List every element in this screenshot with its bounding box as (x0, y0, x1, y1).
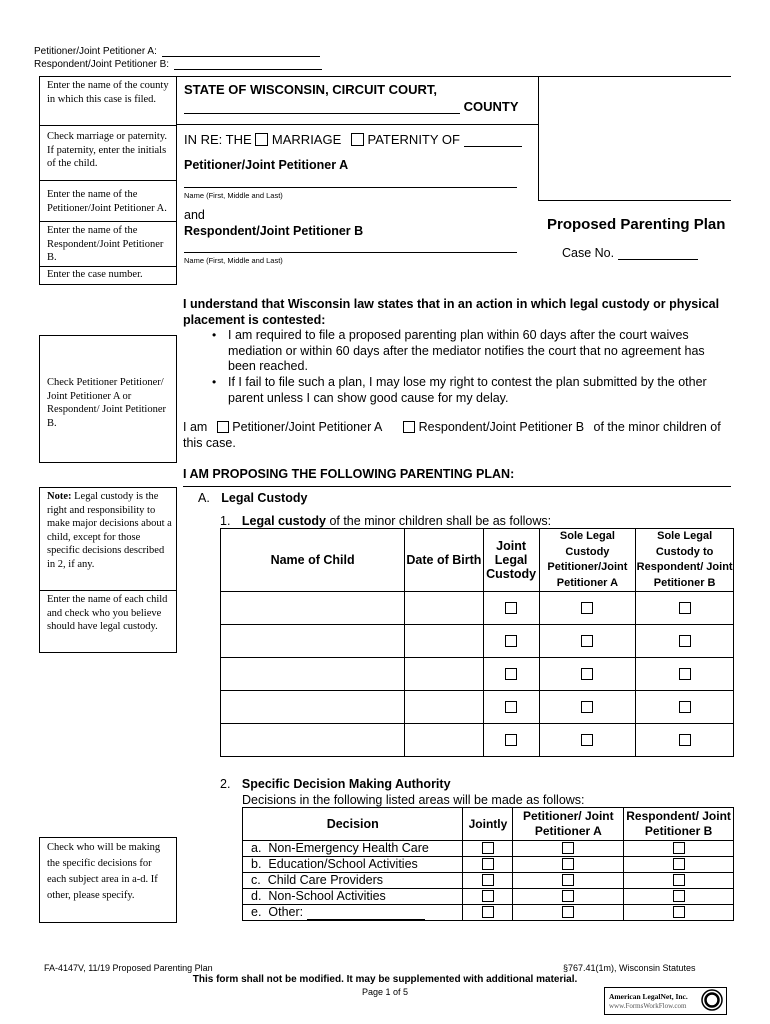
sole-petitioner-checkbox[interactable] (581, 734, 593, 746)
respondent-header (34, 59, 322, 70)
party-petitioner-checkbox[interactable] (217, 421, 229, 433)
table-row (243, 841, 734, 857)
form-title: Proposed Parenting Plan (547, 216, 726, 233)
table-row (221, 625, 734, 658)
sole-petitioner-checkbox[interactable] (581, 602, 593, 614)
child-name-cell[interactable] (221, 691, 405, 724)
sole-respondent-checkbox[interactable] (679, 668, 691, 680)
item-2-subtitle: Decisions in the following listed areas will be made as follows: (242, 793, 585, 807)
respondent-decision-checkbox[interactable] (673, 842, 685, 854)
petitioner-instruction: Enter the name of the Petitioner/Joint Petitioner A. (47, 189, 167, 214)
item-2-number: 2. (220, 777, 231, 791)
and-label: and (184, 208, 205, 222)
publisher-name: American LegalNet, Inc. (609, 992, 688, 1001)
table-row (243, 873, 734, 889)
item-1-heading (220, 514, 551, 528)
sole-respondent-checkbox[interactable] (679, 734, 691, 746)
party-respondent-checkbox[interactable] (403, 421, 415, 433)
intro-statement: I understand that Wisconsin law states that in an action in which legal custody or physical placement is contested: (183, 297, 720, 327)
party-petitioner-label: Petitioner/Joint Petitioner A (232, 420, 382, 434)
col-petitioner: Petitioner/ Joint Petitioner A (513, 808, 624, 841)
respondent-decision-checkbox[interactable] (673, 906, 685, 918)
bullet-icon: • (212, 375, 217, 389)
marriage-checkbox[interactable] (255, 133, 268, 146)
petitioner-name-hint: Name (First, Middle and Last) (184, 191, 283, 200)
col-joint-legal-custody: Joint Legal Custody (483, 529, 539, 592)
col-name-of-child: Name of Child (221, 529, 405, 592)
in-re-label: IN RE: THE (184, 132, 252, 147)
table-row (221, 724, 734, 757)
county-field[interactable] (184, 100, 460, 114)
col-respondent: Respondent/ Joint Petitioner B (624, 808, 734, 841)
i-am-line (183, 420, 721, 434)
paternity-checkbox[interactable] (351, 133, 364, 146)
child-dob-cell[interactable] (405, 592, 483, 625)
marriage-instruction: Check marriage or paternity. If paternity, enter the initials of the child. (47, 131, 168, 169)
child-name-cell[interactable] (221, 592, 405, 625)
note-text: Legal custody is the right and responsibility to make major decisions about a child, except for those specific decisions described in 2, if any. (47, 491, 172, 570)
joint-custody-checkbox[interactable] (505, 701, 517, 713)
sole-petitioner-checkbox[interactable] (581, 635, 593, 647)
marriage-label: MARRIAGE (271, 132, 342, 147)
child-dob-cell[interactable] (405, 625, 483, 658)
petitioner-decision-checkbox[interactable] (562, 858, 574, 870)
decision-letter: b. (251, 857, 262, 871)
other-decision-field[interactable] (307, 907, 425, 920)
section-a-heading (198, 491, 307, 505)
court-title: STATE OF WISCONSIN, CIRCUIT COURT, (184, 82, 438, 97)
form-id: FA-4147V, 11/19 Proposed Parenting Plan (44, 963, 213, 973)
table-row (243, 905, 734, 921)
joint-custody-checkbox[interactable] (505, 602, 517, 614)
item-2-title: Specific Decision Making Authority (241, 777, 451, 791)
decisions-instruction: Check who will be making the specific decisions for each subject area in a-d. If other, please specify. (47, 842, 161, 901)
decision-letter: e. (251, 905, 262, 919)
jointly-checkbox[interactable] (482, 858, 494, 870)
jointly-checkbox[interactable] (482, 842, 494, 854)
decision-letter: c. (251, 873, 261, 887)
check-party-instruction: Check Petitioner Petitioner/ Joint Petitioner A or Respondent/ Joint Petitioner B. (47, 377, 166, 429)
petitioner-header (34, 46, 320, 57)
case-number-line (562, 246, 698, 260)
paternity-label: PATERNITY OF (367, 132, 460, 147)
respondent-header-field[interactable] (174, 69, 322, 70)
decision-label: Education/School Activities (268, 857, 418, 871)
intro-bullet-1: I am required to file a proposed parenting plan within 60 days after the court waives mediation or within 60 days after the mediator notifies the court that no agreement has been reached. (228, 328, 705, 373)
col-sole-custody-petitioner: Sole Legal Custody Petitioner/Joint Petitioner A (539, 529, 636, 592)
petitioner-header-field[interactable] (162, 56, 320, 57)
in-re-line (184, 132, 522, 147)
decision-letter: d. (251, 889, 262, 903)
child-dob-cell[interactable] (405, 658, 483, 691)
case-number-label: Case No. (562, 246, 615, 260)
sole-petitioner-checkbox[interactable] (581, 701, 593, 713)
child-dob-cell[interactable] (405, 724, 483, 757)
item-1-number: 1. (220, 514, 231, 528)
child-name-cell[interactable] (221, 724, 405, 757)
table-row (243, 857, 734, 873)
decision-letter: a. (251, 841, 262, 855)
respondent-decision-checkbox[interactable] (673, 890, 685, 902)
jointly-checkbox[interactable] (482, 906, 494, 918)
sole-petitioner-checkbox[interactable] (581, 668, 593, 680)
respondent-decision-checkbox[interactable] (673, 858, 685, 870)
item-2-heading (220, 777, 451, 791)
petitioner-decision-checkbox[interactable] (562, 906, 574, 918)
section-a-letter: A. (198, 491, 210, 505)
child-dob-cell[interactable] (405, 691, 483, 724)
col-sole-custody-respondent: Sole Legal Custody to Respondent/ Joint Petitioner B (636, 529, 734, 592)
modification-notice: This form shall not be modified. It may be supplemented with additional material. (192, 974, 578, 985)
legal-custody-note (47, 490, 173, 571)
paternity-initials-field[interactable] (464, 146, 522, 147)
note-label: Note: (47, 491, 72, 502)
plan-heading: I AM PROPOSING THE FOLLOWING PARENTING PLAN: (183, 467, 515, 481)
table-row (221, 592, 734, 625)
party-respondent-label: Respondent/Joint Petitioner B (418, 420, 585, 434)
publisher-logo-icon (701, 989, 723, 1011)
decision-label: Non-Emergency Health Care (268, 841, 429, 855)
i-am-label: I am (183, 420, 208, 434)
publisher-url: www.FormsWorkFlow.com (609, 1002, 687, 1010)
item-1-rest: of the minor children shall be as follows: (325, 514, 552, 528)
joint-custody-checkbox[interactable] (505, 635, 517, 647)
jointly-checkbox[interactable] (482, 874, 494, 886)
respondent-name-hint: Name (First, Middle and Last) (184, 256, 283, 265)
child-name-cell[interactable] (221, 625, 405, 658)
section-a-title: Legal Custody (221, 491, 308, 505)
respondent-heading: Respondent/Joint Petitioner B (184, 224, 364, 238)
child-name-cell[interactable] (221, 658, 405, 691)
petitioner-decision-checkbox[interactable] (562, 890, 574, 902)
case-number-field[interactable] (618, 259, 698, 260)
sole-respondent-checkbox[interactable] (679, 635, 691, 647)
respondent-header-label: Respondent/Joint Petitioner B: (34, 59, 170, 70)
petitioner-decision-checkbox[interactable] (562, 874, 574, 886)
respondent-name-field[interactable] (184, 252, 517, 253)
intro-bullet-2: If I fail to file such a plan, I may lose my right to contest the plan submitted by the other parent unless I can show good cause for my delay. (228, 375, 707, 405)
sole-respondent-checkbox[interactable] (679, 701, 691, 713)
sole-respondent-checkbox[interactable] (679, 602, 691, 614)
this-case-label: this case. (183, 436, 236, 450)
bullet-icon: • (212, 328, 217, 342)
table-row (221, 658, 734, 691)
respondent-decision-checkbox[interactable] (673, 874, 685, 886)
county-line (184, 99, 519, 114)
col-date-of-birth: Date of Birth (405, 529, 483, 592)
decision-table (242, 807, 734, 921)
respondent-instruction: Enter the name of the Respondent/Joint Petitioner B. (47, 225, 164, 263)
petitioner-header-label: Petitioner/Joint Petitioner A: (34, 46, 157, 57)
county-instruction: Enter the name of the county in which this case is filed. (47, 80, 169, 105)
custody-table (220, 528, 734, 757)
item-1-bold: Legal custody (241, 514, 326, 528)
child-names-instruction: Enter the name of each child and check who you believe should have legal custody. (47, 594, 168, 632)
decision-label: Child Care Providers (267, 873, 384, 887)
case-number-instruction: Enter the case number. (47, 269, 143, 280)
petitioner-name-field[interactable] (184, 187, 517, 188)
table-row (243, 889, 734, 905)
page-number: Page 1 of 5 (361, 987, 409, 997)
county-label: COUNTY (463, 99, 519, 114)
decision-label: Other: (268, 905, 304, 919)
joint-custody-checkbox[interactable] (505, 668, 517, 680)
of-minor-label: of the minor children of (593, 420, 721, 434)
decision-label: Non-School Activities (268, 889, 386, 903)
joint-custody-checkbox[interactable] (505, 734, 517, 746)
jointly-checkbox[interactable] (482, 890, 494, 902)
statute-reference: §767.41(1m), Wisconsin Statutes (563, 963, 696, 973)
col-decision: Decision (243, 808, 463, 841)
table-row (221, 691, 734, 724)
petitioner-decision-checkbox[interactable] (562, 842, 574, 854)
petitioner-heading: Petitioner/Joint Petitioner A (184, 158, 349, 172)
col-jointly: Jointly (463, 808, 513, 841)
